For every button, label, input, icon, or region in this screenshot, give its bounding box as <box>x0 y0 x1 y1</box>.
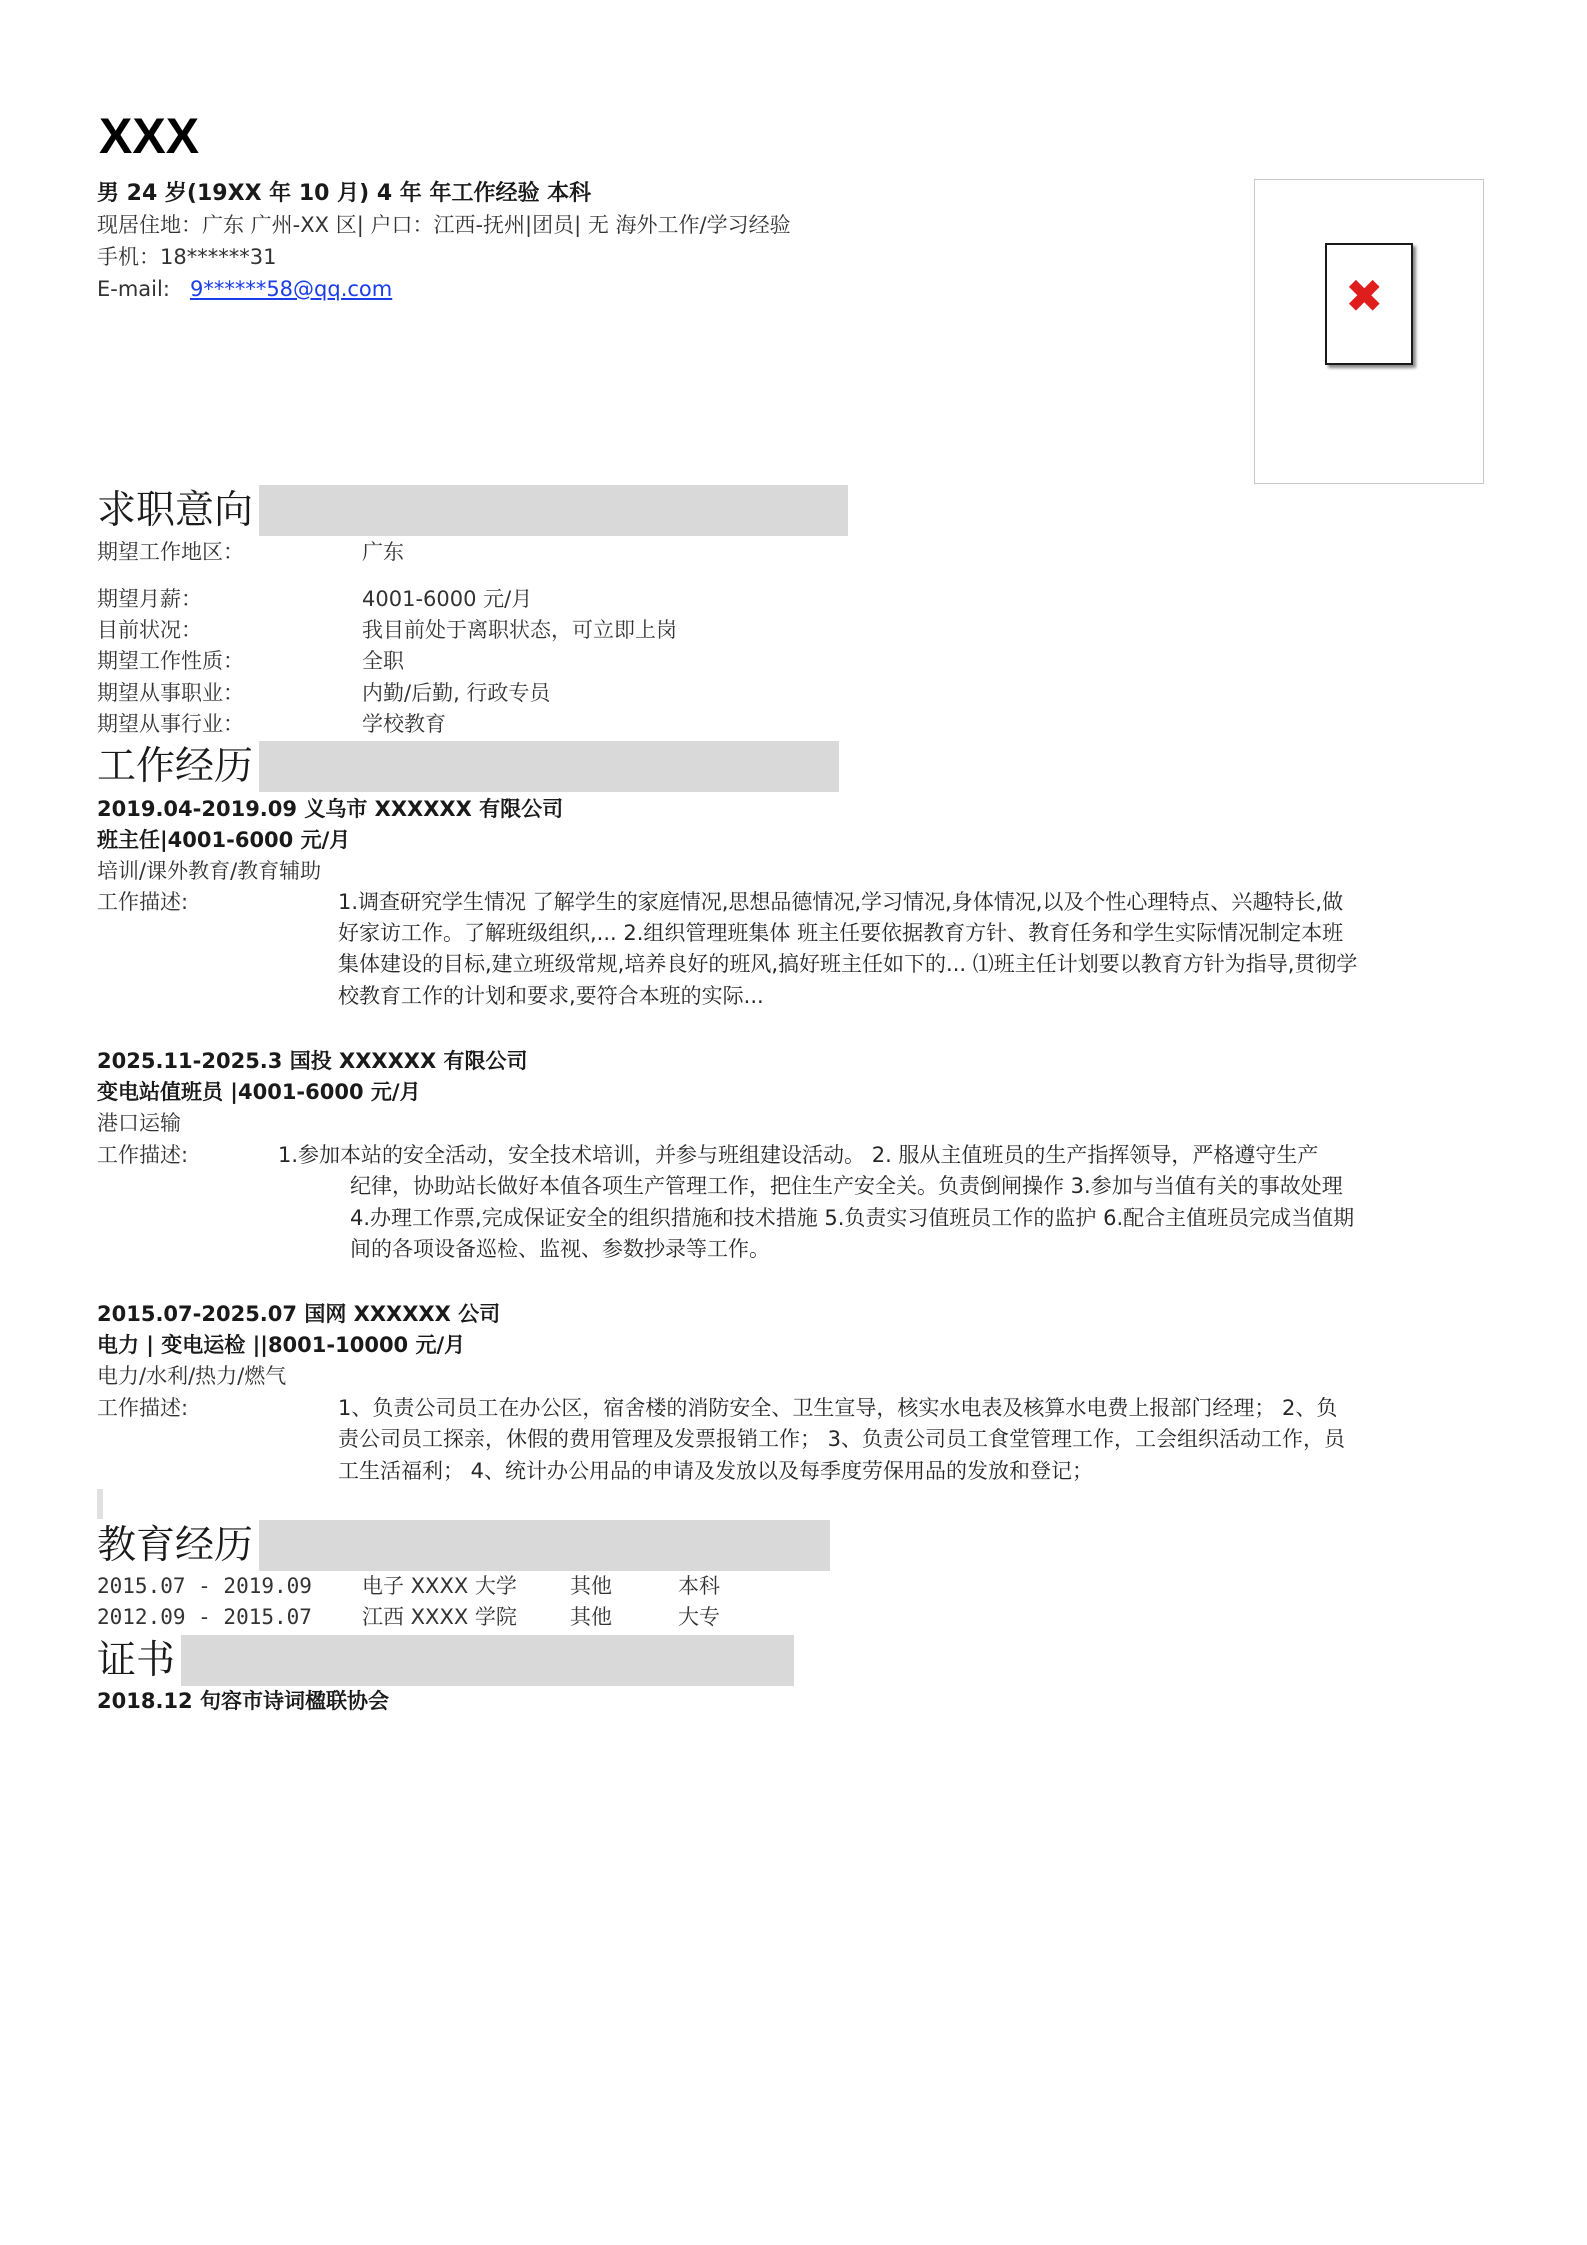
job-desc-label: 工作描述: <box>97 1143 189 1167</box>
email-label: E-mail: <box>97 277 170 301</box>
job-position: 电力 | 变电运检 ||8001-10000 元/月 <box>97 1333 466 1357</box>
edu-period: 2012.09 - 2015.07 <box>97 1605 312 1629</box>
field-value: 学校教育 <box>362 712 446 736</box>
section-intention <box>97 485 848 536</box>
job-period-company: 2025.11-2025.3 国投 XXXXXX 有限公司 <box>97 1049 528 1073</box>
field-label: 目前状况： <box>97 618 202 642</box>
section-certificates <box>97 1635 794 1686</box>
job-desc-line: 校教育工作的计划和要求,要符合本班的实际... <box>338 984 764 1008</box>
broken-image-icon <box>1325 243 1413 365</box>
job-industry: 培训/课外教育/教育辅助 <box>97 859 322 883</box>
close-icon: ✖ <box>1345 269 1384 323</box>
job-desc-label: 工作描述: <box>97 1396 189 1420</box>
section-title: 证书 <box>97 1635 181 1686</box>
field-label: 期望月薪： <box>97 587 202 611</box>
profile-photo <box>1254 179 1484 484</box>
edu-school: 电子 XXXX 大学 <box>362 1574 517 1598</box>
section-title: 求职意向 <box>97 485 259 536</box>
field-label: 期望从事职业： <box>97 681 244 705</box>
job-period-company: 2019.04-2019.09 义乌市 XXXXXX 有限公司 <box>97 797 564 821</box>
job-desc-line: 工生活福利； 4、统计办公用品的申请及发放以及每季度劳保用品的发放和登记； <box>338 1459 1094 1483</box>
edu-degree: 大专 <box>678 1605 720 1629</box>
candidate-name: XXX <box>99 108 200 164</box>
section-education <box>97 1520 830 1571</box>
edu-degree: 本科 <box>678 1574 720 1598</box>
section-title: 教育经历 <box>97 1520 259 1571</box>
job-desc-line: 1、负责公司员工在办公区，宿舍楼的消防安全、卫生宣导，核实水电表及核算水电费上报部门经理； 2、负 <box>338 1396 1338 1420</box>
job-desc-line: 1.参加本站的安全活动，安全技术培训，并参与班组建设活动。 2. 服从主值班员的生产指挥领导，严格遵守生产 <box>278 1143 1319 1167</box>
phone-info: 手机：18******31 <box>97 245 277 269</box>
job-desc-line: 好家访工作。了解班级组织,... 2.组织管理班集体 班主任要依据教育方针、教育任务和学生实际情况制定本班 <box>338 921 1344 945</box>
email-link[interactable]: 9******58@qq.com <box>189 277 393 301</box>
job-desc-line: 责公司员工探亲，休假的费用管理及发票报销工作； 3、负责公司员工食堂管理工作，工会组织活动工作，员 <box>338 1427 1346 1451</box>
field-label: 期望工作地区： <box>97 540 244 564</box>
residence-info: 现居住地：广东 广州-XX 区| 户口：江西-抚州|团员| 无 海外工作/学习经验 <box>97 213 791 237</box>
job-desc-line: 集体建设的目标,建立班级常规,培养良好的班风,搞好班主任如下的... ⑴班主任计划要以教育方针为指导,贯彻学 <box>338 952 1358 976</box>
field-value: 4001-6000 元/月 <box>362 587 533 611</box>
section-title: 工作经历 <box>97 741 259 792</box>
field-label: 期望从事行业： <box>97 712 244 736</box>
field-value: 广东 <box>362 540 404 564</box>
job-industry: 电力/水利/热力/燃气 <box>97 1364 287 1388</box>
field-label: 期望工作性质： <box>97 649 244 673</box>
email-row <box>97 274 392 304</box>
field-value: 内勤/后勤, 行政专员 <box>362 681 551 705</box>
section-work <box>97 741 839 792</box>
edu-period: 2015.07 - 2019.09 <box>97 1574 312 1598</box>
field-value: 我目前处于离职状态，可立即上岗 <box>362 618 677 642</box>
edu-school: 江西 XXXX 学院 <box>362 1605 517 1629</box>
edu-major: 其他 <box>570 1574 612 1598</box>
job-period-company: 2015.07-2025.07 国网 XXXXXX 公司 <box>97 1302 501 1326</box>
job-desc-line: 纪律，协助站长做好本值各项生产管理工作，把住生产安全关。负责倒闸操作 3.参加与当值有关的事故处理 <box>350 1174 1343 1198</box>
job-industry: 港口运输 <box>97 1111 181 1135</box>
job-desc-label: 工作描述: <box>97 890 189 914</box>
certificate-item: 2018.12 句容市诗词楹联协会 <box>97 1689 389 1713</box>
edu-major: 其他 <box>570 1605 612 1629</box>
job-position: 变电站值班员 |4001-6000 元/月 <box>97 1080 421 1104</box>
job-desc-line: 4.办理工作票,完成保证安全的组织措施和技术措施 5.负责实习值班员工作的监护 6.配合主值班员完成当值期 <box>350 1206 1355 1230</box>
job-desc-line: 间的各项设备巡检、监视、参数抄录等工作。 <box>350 1237 770 1261</box>
job-desc-line: 1.调查研究学生情况 了解学生的家庭情况,思想品德情况,学习情况,身体情况,以及个性心理特点、兴趣特长,做 <box>338 890 1344 914</box>
candidate-summary: 男 24 岁(19XX 年 10 月) 4 年 年工作经验 本科 <box>97 181 592 206</box>
divider <box>97 1489 103 1519</box>
field-value: 全职 <box>362 649 404 673</box>
job-position: 班主任|4001-6000 元/月 <box>97 828 351 852</box>
